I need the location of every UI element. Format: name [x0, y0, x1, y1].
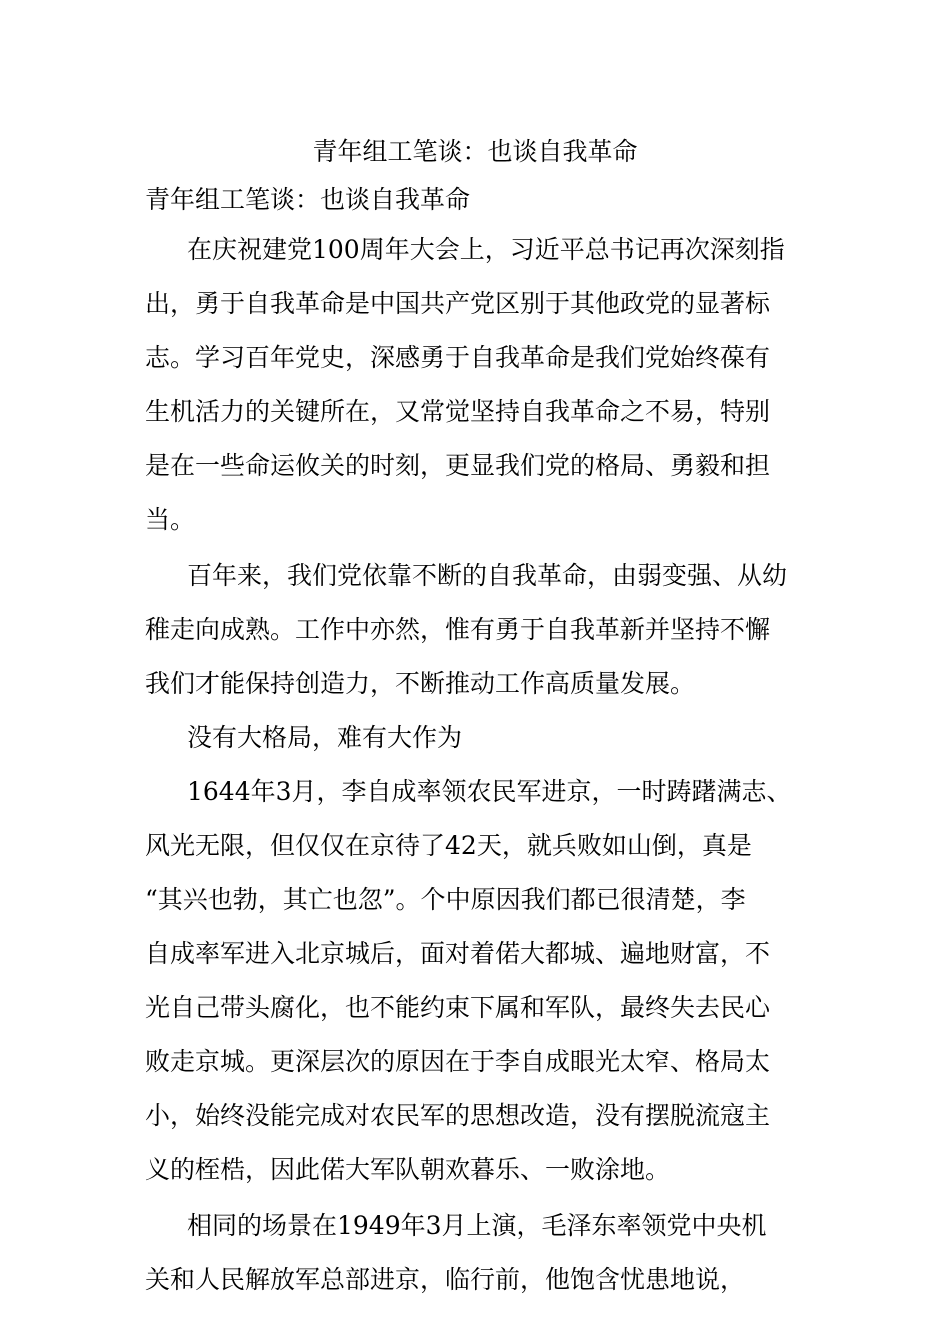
- body-line: 光自己带头腐化，也不能约束下属和军队，最终失去民心: [145, 993, 771, 1022]
- body-line: 生机活力的关键所在，又常觉坚持自我革命之不易，特别: [145, 397, 771, 426]
- body-line: 百年来，我们党依靠不断的自我革命，由弱变强、从幼: [187, 561, 788, 590]
- body-line: 是在一些命运攸关的时刻，更显我们党的格局、勇毅和担: [145, 451, 771, 480]
- body-line: 志。学习百年党史，深感勇于自我革命是我们党始终葆有: [145, 343, 771, 372]
- body-line: 在庆祝建党100周年大会上，习近平总书记再次深刻指: [187, 235, 785, 264]
- body-line: “其兴也勃，其亡也忽”。个中原因我们都已很清楚，李: [145, 885, 746, 914]
- section-heading: 没有大格局，难有大作为: [187, 723, 463, 752]
- body-line: 稚走向成熟。工作中亦然，惟有勇于自我革新并坚持不懈: [145, 615, 771, 644]
- body-line: 1644年3月，李自成率领农民军进京，一时踌躇满志、: [187, 777, 792, 806]
- body-line: 败走京城。更深层次的原因在于李自成眼光太窄、格局太: [145, 1047, 771, 1076]
- document-title: 青年组工笔谈：也谈自我革命: [312, 137, 638, 166]
- body-line: 小，始终没能完成对农民军的思想改造，没有摆脱流寇主: [145, 1101, 771, 1130]
- document-heading: 青年组工笔谈：也谈自我革命: [145, 185, 471, 214]
- body-line: 自成率军进入北京城后，面对着偌大都城、遍地财富，不: [145, 939, 771, 968]
- body-line: 风光无限，但仅仅在京待了42天，就兵败如山倒，真是: [145, 831, 752, 860]
- body-line: 相同的场景在1949年3月上演，毛泽东率领党中央机: [187, 1211, 767, 1240]
- body-line: 关和人民解放军总部进京，临行前，他饱含忧患地说，: [145, 1265, 746, 1294]
- body-line: 义的桎梏，因此偌大军队朝欢暮乐、一败涂地。: [145, 1155, 671, 1184]
- body-line: 当。: [145, 505, 196, 534]
- body-line: 出，勇于自我革命是中国共产党区别于其他政党的显著标: [145, 289, 771, 318]
- body-line: 我们才能保持创造力，不断推动工作高质量发展。: [145, 669, 696, 698]
